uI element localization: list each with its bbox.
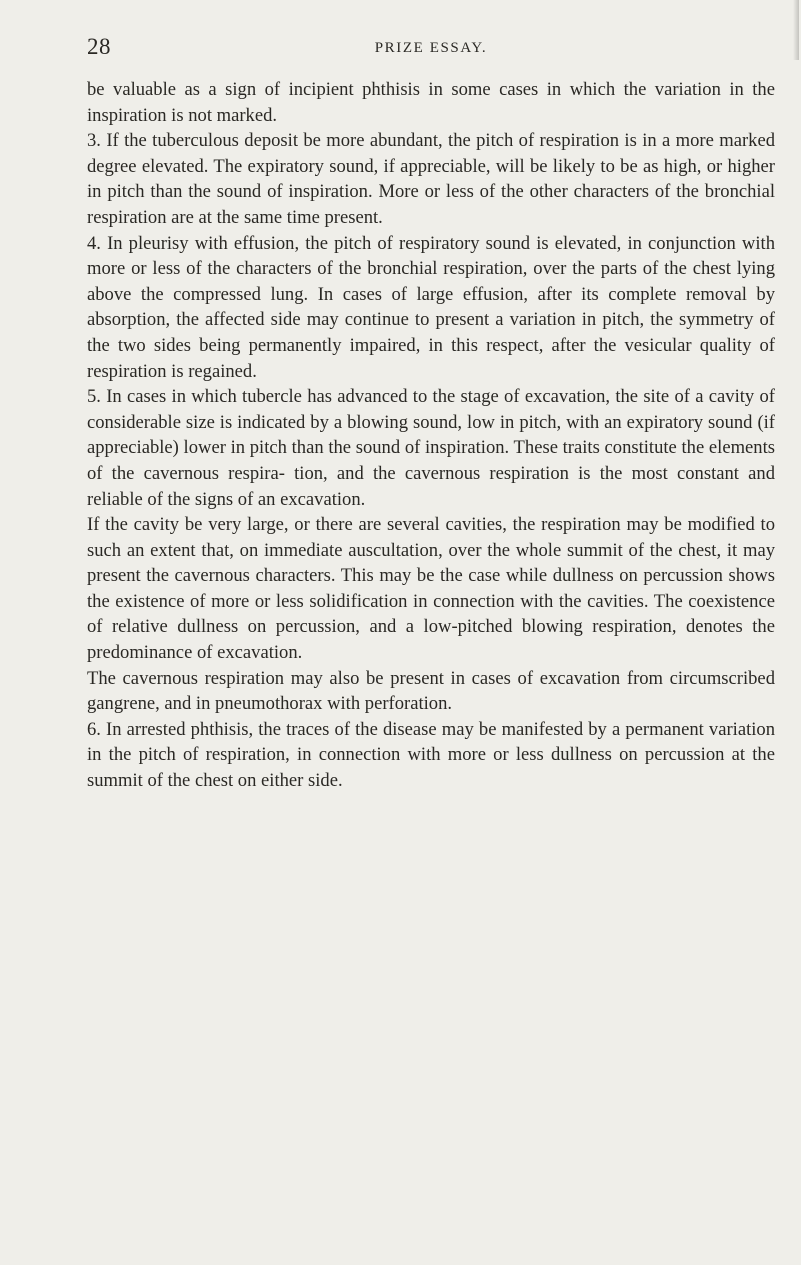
running-head bbox=[87, 34, 775, 60]
running-title: PRIZE ESSAY. bbox=[374, 40, 488, 56]
paragraph-item-5: 5. In cases in which tubercle has advanced to the stage of excavation, the site of a cavity of considerable size is indicated by a blowing sound, low in pitch, with an expiratory sound (if appreciable) lower in pitch than the sound of inspiration. These traits constitute the elements of the cavernous respira- tion, and the cavernous respiration is the most constant and reliable of the signs of an excavation. bbox=[87, 386, 775, 510]
page-number: 28 bbox=[87, 34, 111, 59]
paragraph-item-6: 6. In arrested phthisis, the traces of the disease may be manifested by a permanent variation in the pitch of respiration, in connection with more or less dullness on percussion at the summit of the chest on either side. bbox=[87, 718, 775, 792]
page-edge-shadow bbox=[793, 0, 799, 60]
paragraph-cavernous-respiration: The cavernous respiration may also be present in cases of excavation from circumscribed gangrene, and in pneumothorax with perforation. bbox=[87, 667, 775, 715]
paragraph-item-4: 4. In pleurisy with effusion, the pitch of respiratory sound is elevated, in conjunction with more or less of the characters of the bronchial respiration, over the parts of the chest lying above the compressed lung. In cases of large effusion, after its complete removal by absorption, the affected side may continue to present a variation in pitch, the symmetry of the two sides being permanently impaired, in this respect, after the vesicular quality of respiration is regained. bbox=[87, 232, 775, 382]
paragraph-item-3: 3. If the tuberculous deposit be more abundant, the pitch of respiration is in a more marked degree elevated. The expiratory sound, if appreciable, will be likely to be as high, or higher in pitch than the sound of inspiration. More or less of the other characters of the bronchial respiration are at the same time present. bbox=[87, 130, 775, 228]
paragraph-large-cavity: If the cavity be very large, or there are several cavities, the respiration may be modified to such an extent that, on immediate auscultation, over the whole summit of the chest, it may present the cavernous characters. This may be the case while dullness on percussion shows the existence of more or less solidification in connection with the cavities. The coexistence of relative dullness on percussion, and a low-pitched blowing respiration, denotes the predominance of excavation. bbox=[87, 514, 775, 664]
paragraph-continuation: be valuable as a sign of incipient phthisis in some cases in which the variation in the inspiration is not marked. bbox=[87, 79, 775, 126]
body-text bbox=[87, 77, 775, 794]
